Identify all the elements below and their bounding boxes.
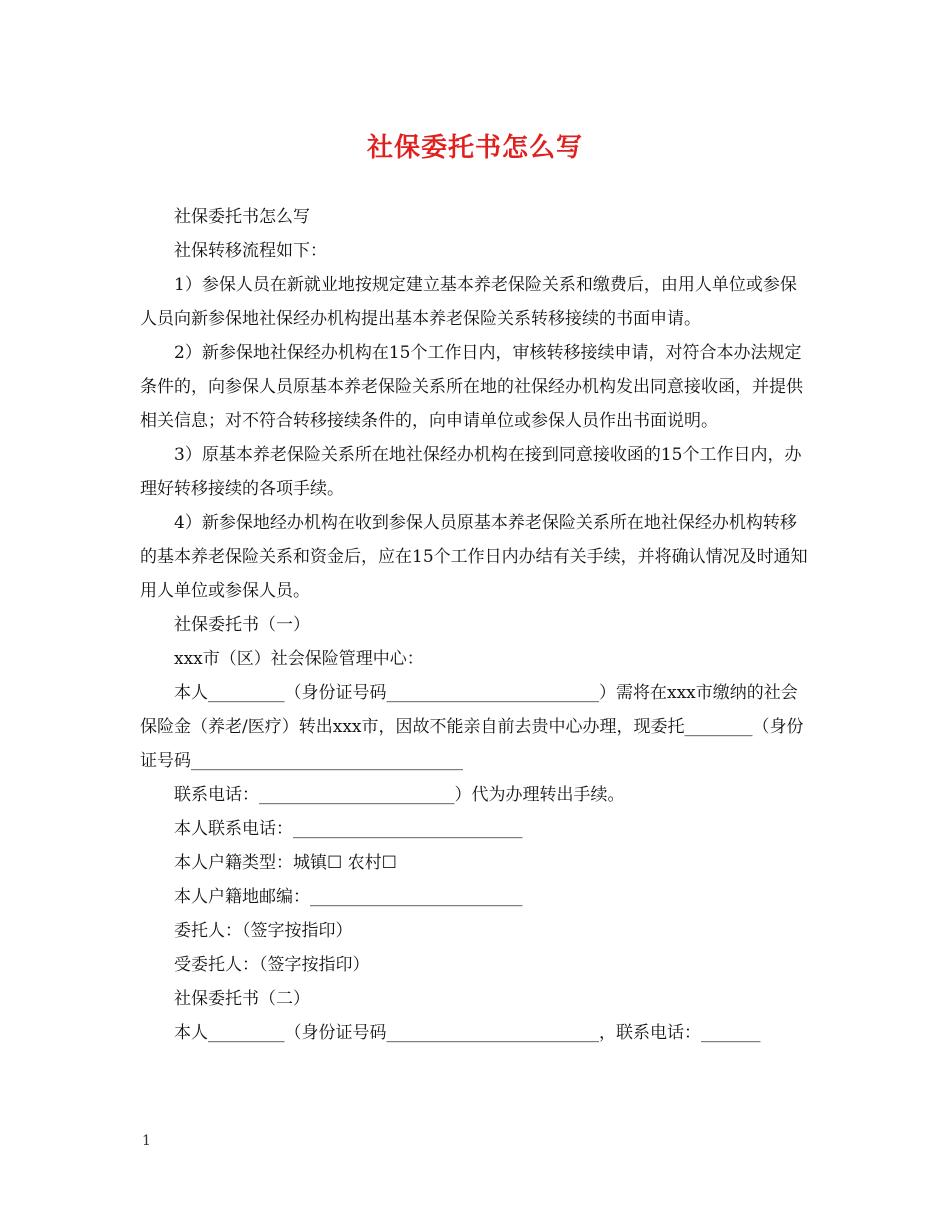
paragraph-agent-signature: 受委托人：（签字按指印） — [174, 955, 370, 975]
paragraph-letter-1-body: 本人_________（身份证号码_________________________）需将在xxx市缴纳的社会保险金（养老/医疗）转出xxx市，因故不能亲自前去贵中心办理，现委托________（身份证号码________________________________ — [140, 683, 804, 771]
paragraph-process-intro: 社保转移流程如下： — [174, 241, 327, 261]
paragraph-letter-2-body: 本人_________（身份证号码_________________________，联系电话：_______ — [174, 1023, 761, 1043]
paragraph-step-1: 1）参保人员在新就业地按规定建立基本养老保险关系和缴费后，由用人单位或参保人员向新参保地社保经办机构提出基本养老保险关系转移接续的书面申请。 — [140, 275, 797, 329]
paragraph-contact-phone: 联系电话：_______________________）代为办理转出手续。 — [174, 785, 625, 805]
document-body — [140, 200, 812, 1050]
paragraph-step-2: 2）新参保地社保经办机构在15个工作日内，审核转移接续申请，对符合本办法规定条件的，向参保人员原基本养老保险关系所在地的社保经办机构发出同意接收函，并提供相关信息；对不符合转移接续条件的，向申请单位或参保人员作出书面说明。 — [140, 343, 803, 431]
paragraph-principal-signature: 委托人：（签字按指印） — [174, 921, 353, 941]
paragraph-household-type: 本人户籍类型：城镇☐ 农村☐ — [174, 853, 397, 873]
paragraph-step-4: 4）新参保地经办机构在收到参保人员原基本养老保险关系所在地社保经办机构转移的基本养老保险关系和资金后，应在15个工作日内办结有关手续，并将确认情况及时通知用人单位或参保人员。 — [140, 513, 808, 601]
paragraph-heading: 社保委托书怎么写 — [174, 207, 310, 227]
document-title: 社保委托书怎么写 — [366, 133, 583, 163]
paragraph-addressee: xxx市（区）社会保险管理中心： — [174, 649, 424, 669]
paragraph-letter-2-heading: 社保委托书（二） — [174, 989, 310, 1009]
paragraph-step-3: 3）原基本养老保险关系所在地社保经办机构在接到同意接收函的15个工作日内，办理好转移接续的各项手续。 — [140, 445, 802, 499]
paragraph-letter-1-heading: 社保委托书（一） — [174, 615, 310, 635]
paragraph-postcode: 本人户籍地邮编：_________________________ — [174, 887, 523, 907]
page-number: 1 — [142, 1133, 151, 1149]
paragraph-own-phone: 本人联系电话：___________________________ — [174, 819, 523, 839]
